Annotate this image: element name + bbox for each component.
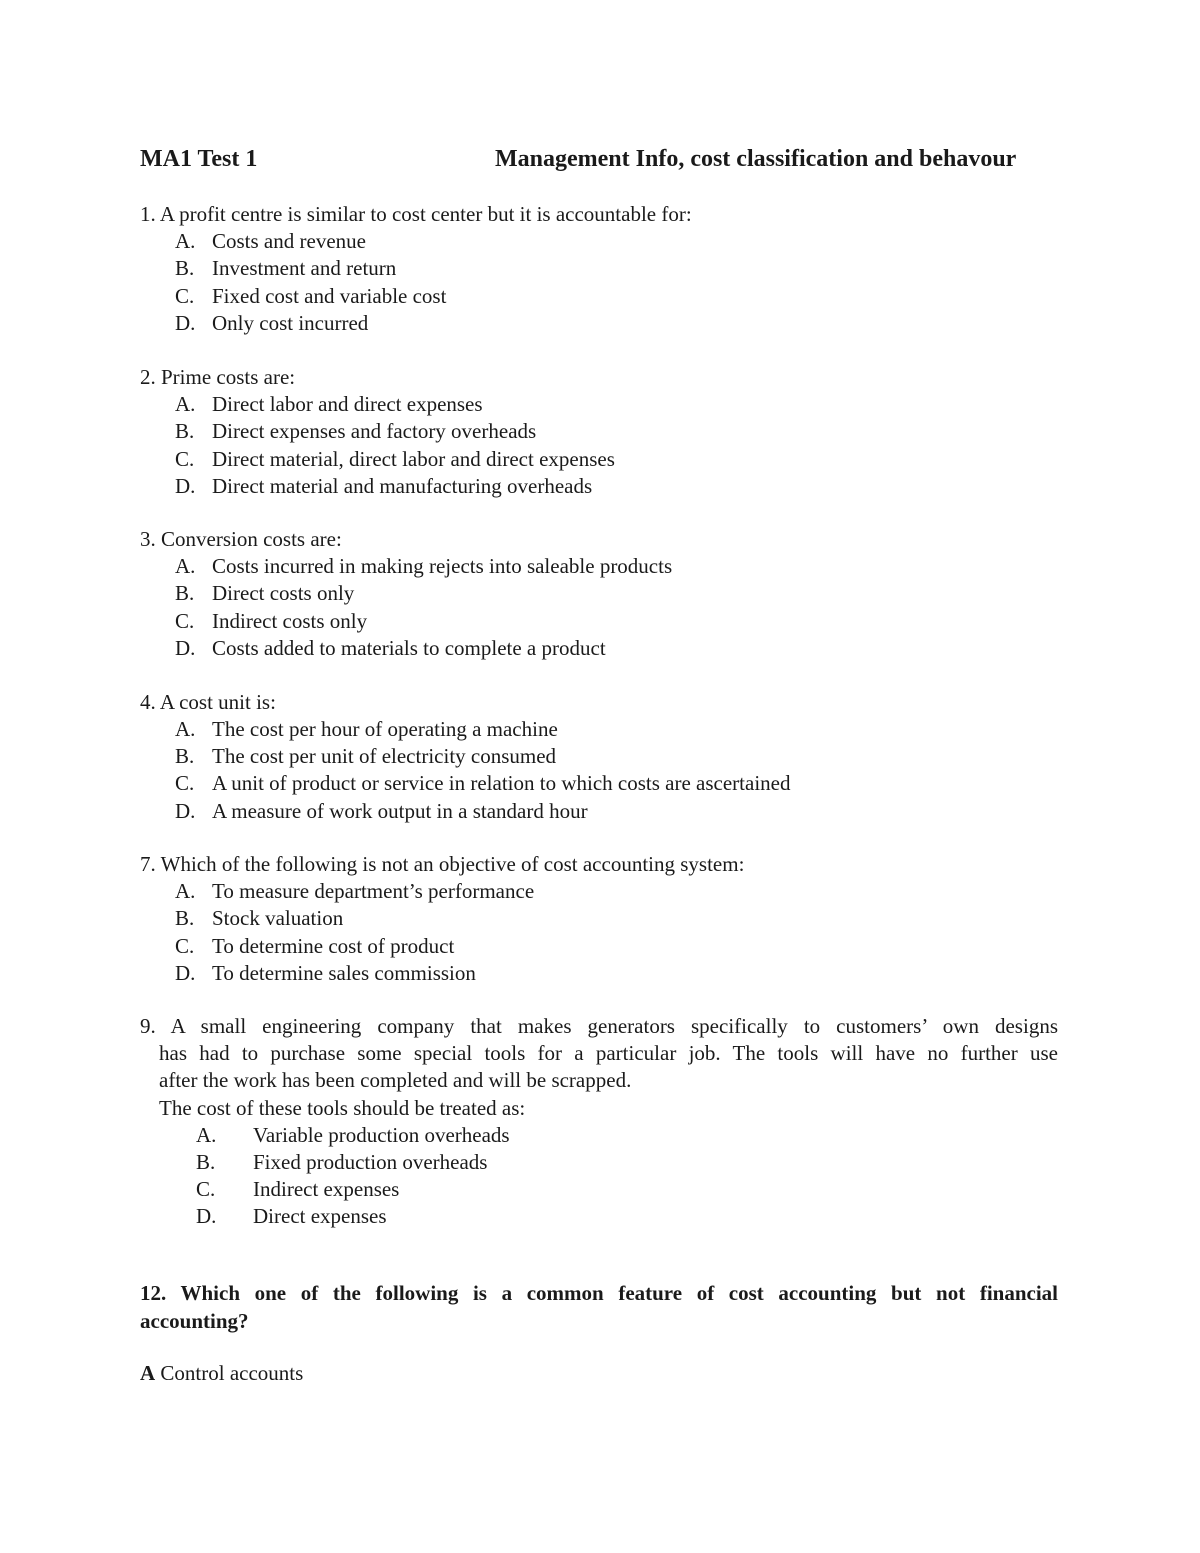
option-letter: B. <box>175 581 195 605</box>
option-letter: B. <box>175 256 195 280</box>
option-letter: A. <box>175 392 196 416</box>
option-text: Variable production overheads <box>253 1123 510 1147</box>
option-text: To determine sales commission <box>212 961 476 985</box>
option-letter: A. <box>175 717 196 741</box>
option-text: Fixed production overheads <box>253 1150 488 1174</box>
question-1-text: 1. A profit centre is similar to cost center but it is accountable for: <box>140 202 692 226</box>
question-7-text: 7. Which of the following is not an objective of cost accounting system: <box>140 852 745 876</box>
option-letter: A <box>140 1361 156 1385</box>
option-text: A unit of product or service in relation to which costs are ascertained <box>212 771 791 795</box>
option-letter: D. <box>175 799 196 823</box>
option-text: Indirect expenses <box>253 1177 400 1201</box>
question-3-text: 3. Conversion costs are: <box>140 527 342 551</box>
option-letter: C. <box>175 771 195 795</box>
question-9-text <box>140 1013 1058 1122</box>
option-letter: B. <box>175 906 195 930</box>
option-text: Indirect costs only <box>212 609 368 633</box>
option-text: Only cost incurred <box>212 311 369 335</box>
option-letter: B. <box>196 1150 216 1174</box>
option-text: Fixed cost and variable cost <box>212 284 447 308</box>
option-text: Direct material, direct labor and direct expenses <box>212 447 615 471</box>
question-12-line: 12. Which one of the following is a common feature of cost accounting but not financial <box>140 1281 1058 1305</box>
question-4-text: 4. A cost unit is: <box>140 690 276 714</box>
option-letter: D. <box>196 1204 217 1228</box>
option-text: Investment and return <box>212 256 397 280</box>
option-letter: D. <box>175 311 196 335</box>
option-letter: A. <box>175 229 196 253</box>
question-9-line: has had to purchase some special tools for a particular job. The tools will have no further use <box>159 1041 1058 1066</box>
question-12-line: accounting? <box>140 1308 249 1333</box>
option-text: Direct labor and direct expenses <box>212 392 483 416</box>
option-text: A measure of work output in a standard hour <box>212 799 588 823</box>
question-2-text: 2. Prime costs are: <box>140 365 296 389</box>
question-9-line: The cost of these tools should be treated as: <box>159 1095 526 1120</box>
option-text: The cost per unit of electricity consumed <box>212 744 557 768</box>
option-letter: B. <box>175 419 195 443</box>
option-letter: C. <box>175 609 195 633</box>
option-letter: C. <box>175 284 195 308</box>
option-letter: C. <box>175 447 195 471</box>
option-letter: D. <box>175 636 196 660</box>
option-text: Control accounts <box>155 1361 304 1385</box>
option-letter: A. <box>196 1123 217 1147</box>
option-letter: A. <box>175 554 196 578</box>
option-text: Direct expenses and factory overheads <box>212 419 537 443</box>
option-text: The cost per hour of operating a machine <box>212 717 558 741</box>
option-text: Costs added to materials to complete a product <box>212 636 606 660</box>
option-letter: A. <box>175 879 196 903</box>
option-text: To determine cost of product <box>212 934 455 958</box>
option-text: Direct costs only <box>212 581 355 605</box>
option-text: Stock valuation <box>212 906 344 930</box>
test-title: MA1 Test 1 <box>140 146 258 172</box>
question-12-text <box>140 1280 1058 1335</box>
question-9-line: after the work has been completed and will be scrapped. <box>159 1068 632 1093</box>
option-text: To measure department’s performance <box>212 879 535 903</box>
option-letter: C. <box>175 934 195 958</box>
option-letter: C. <box>196 1177 216 1201</box>
topic-title: Management Info, cost classification and behavour <box>495 146 1017 172</box>
option-text: Direct expenses <box>253 1204 387 1228</box>
option-text: Direct material and manufacturing overheads <box>212 474 593 498</box>
question-12-option-a <box>140 1360 303 1387</box>
option-text: Costs and revenue <box>212 229 366 253</box>
option-letter: D. <box>175 474 196 498</box>
option-letter: D. <box>175 961 196 985</box>
option-text: Costs incurred in making rejects into saleable products <box>212 554 673 578</box>
option-letter: B. <box>175 744 195 768</box>
question-9-line: 9. A small engineering company that makes generators specifically to customers’ own designs <box>140 1014 1058 1038</box>
